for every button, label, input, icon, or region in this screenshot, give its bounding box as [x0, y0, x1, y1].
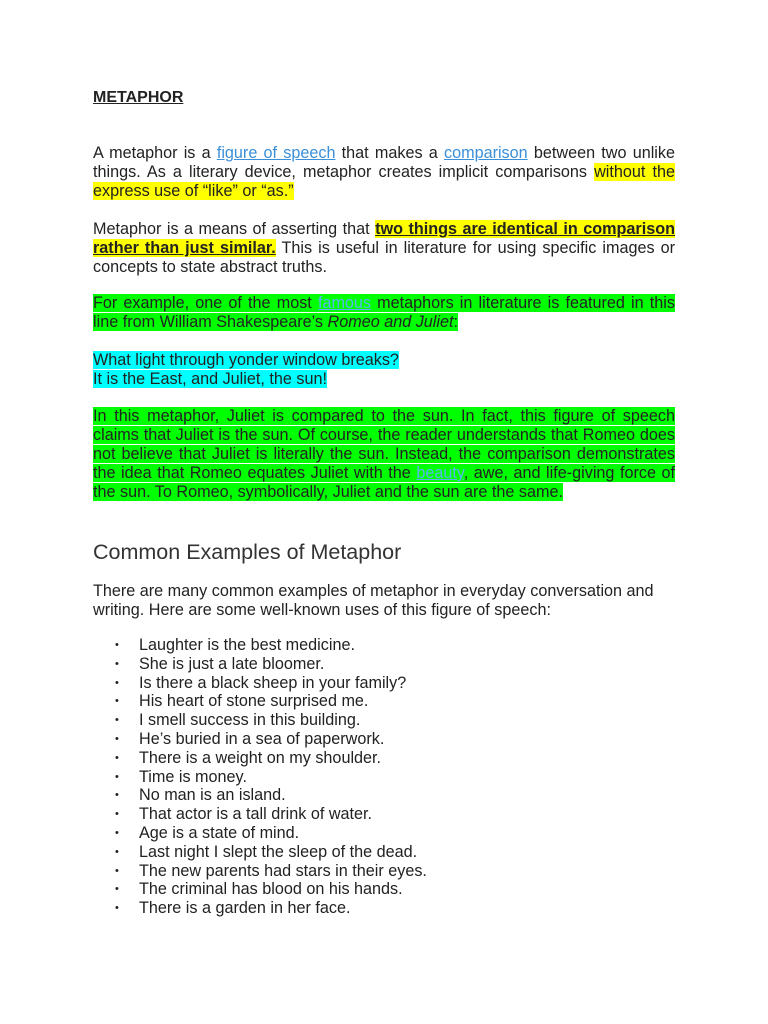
p3-text-2: metaphors in literature is featured in this line from William Shakespeare’s — [93, 294, 675, 331]
list-item-text: She is just a late bloomer. — [139, 654, 325, 673]
bullet-icon: • — [115, 751, 119, 764]
bullet-icon: • — [115, 808, 119, 821]
list-item-text: Is there a black sheep in your family? — [139, 673, 407, 692]
quote-line-2: It is the East, and Juliet, the sun! — [93, 370, 327, 388]
shakespeare-quote — [93, 351, 675, 389]
p2-text-2: This is useful in literature for using specific images or concepts to state abstract truths. — [93, 239, 675, 276]
means-paragraph — [93, 220, 675, 277]
list-item-text: No man is an island. — [139, 786, 286, 805]
figure-of-speech-link[interactable]: figure of speech — [216, 144, 336, 162]
list-item-text: He’s buried in a sea of paperwork. — [139, 729, 385, 748]
bullet-icon: • — [115, 657, 119, 670]
list-item-text: There is a garden in her face. — [139, 899, 351, 918]
list-item-text: Last night I slept the sleep of the dead. — [139, 842, 418, 861]
p1-highlight: without the express use of “like” or “as.” — [93, 163, 675, 200]
p2-highlight: two things are identical in comparison rather than just similar. — [93, 220, 675, 257]
list-item-text: Laughter is the best medicine. — [139, 636, 355, 654]
section-heading: Common Examples of Metaphor — [93, 540, 402, 564]
bullet-icon: • — [115, 883, 119, 896]
list-item — [93, 749, 427, 768]
bullet-icon: • — [115, 639, 119, 651]
famous-link[interactable]: famous — [317, 294, 372, 312]
list-item-text: That actor is a tall drink of water. — [139, 805, 373, 824]
bullet-icon: • — [115, 732, 119, 745]
p3-text-3: : — [453, 313, 458, 331]
list-item — [93, 674, 427, 693]
list-item — [93, 805, 427, 824]
p3-text-1: For example, one of the most — [93, 294, 318, 312]
bullet-icon: • — [115, 826, 119, 839]
list-item-text: His heart of stone surprised me. — [139, 692, 369, 711]
play-title: Romeo and Juliet — [327, 313, 454, 331]
list-item — [93, 692, 427, 711]
list-item — [93, 636, 427, 655]
p1-text-3: between two unlike things. As a literary device, metaphor creates implicit comparisons — [93, 144, 675, 181]
p5-text-1: In this metaphor, Juliet is compared to the sun. In fact, this figure of speech claims that Juliet is the sun. Of course, the reader understands that Romeo does not believe that Juliet is literally the sun. Instead, the comparison demonstrates the idea that Romeo equates Juliet with the — [93, 407, 675, 482]
list-item — [93, 899, 427, 918]
beauty-link[interactable]: beauty — [416, 464, 464, 482]
p1-text-1: A metaphor is a — [93, 144, 217, 162]
p1-text-2: that makes a — [335, 144, 444, 162]
quote-line-1: What light through yonder window breaks? — [93, 351, 399, 369]
bullet-icon: • — [115, 676, 119, 689]
examples-intro-paragraph: There are many common examples of metaphor in everyday conversation and writing. Here are some well-known uses of this figure of speech: — [93, 582, 654, 619]
list-item — [93, 824, 427, 843]
list-item — [93, 655, 427, 674]
list-item-text: Time is money. — [139, 767, 247, 786]
comparison-link[interactable]: comparison — [443, 144, 528, 162]
list-item-text: The criminal has blood on his hands. — [139, 880, 403, 899]
p2-text-1: Metaphor is a means of asserting that — [93, 220, 376, 238]
list-item-text: There is a weight on my shoulder. — [139, 748, 382, 767]
bullet-icon: • — [115, 714, 119, 727]
list-item-text: Age is a state of mind. — [139, 823, 300, 842]
examples-list — [93, 636, 427, 918]
list-item — [93, 711, 427, 730]
p5-text-2: , awe, and life-giving force of the sun. To Romeo, symbolically, Juliet and the sun are the same. — [93, 464, 675, 501]
bullet-icon: • — [115, 770, 119, 783]
bullet-icon: • — [115, 845, 119, 858]
list-item — [93, 880, 427, 899]
list-item-text: The new parents had stars in their eyes. — [139, 861, 427, 880]
bullet-icon: • — [115, 902, 119, 915]
definition-paragraph — [93, 144, 675, 201]
list-item — [93, 786, 427, 805]
list-item-text: I smell success in this building. — [139, 711, 361, 730]
document-title: METAPHOR — [93, 89, 184, 106]
bullet-icon: • — [115, 789, 119, 802]
bullet-icon: • — [115, 695, 119, 708]
list-item — [93, 768, 427, 787]
example-intro-paragraph — [93, 294, 675, 332]
list-item — [93, 843, 427, 862]
list-item — [93, 730, 427, 749]
list-item — [93, 862, 427, 881]
explanation-paragraph — [93, 407, 675, 502]
bullet-icon: • — [115, 864, 119, 877]
